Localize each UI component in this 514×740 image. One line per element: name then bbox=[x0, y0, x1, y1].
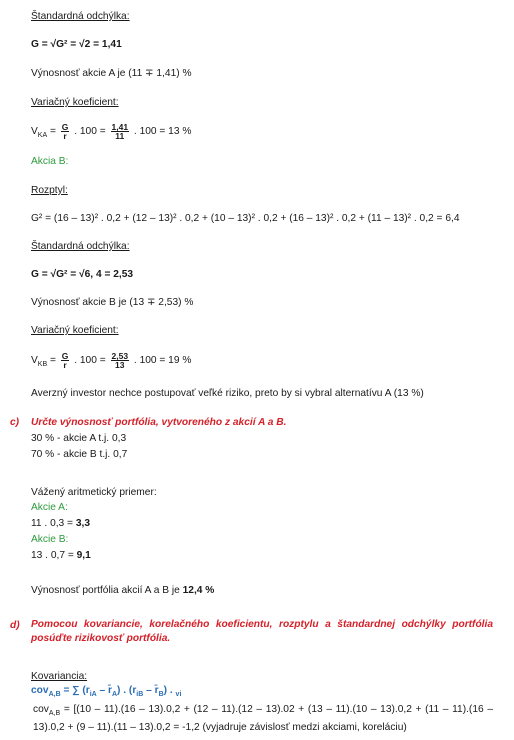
heading-akcie-b: Akcie B: bbox=[31, 534, 69, 545]
cv-a-frac1: $\frac{G}{r}$ bbox=[61, 122, 69, 141]
cv-b-v: V bbox=[31, 355, 38, 367]
covariance-definition: cov$_{A,B}$ = ∑ ($r_{iA}$ – $r̄_A$) . ($r_{iB}$ – $r̄_B$) . $_{vi}$ bbox=[31, 685, 182, 699]
cv-a-eq: = bbox=[47, 126, 59, 138]
cv-a-frac2: $\frac{1,41}{11}$ bbox=[111, 122, 129, 141]
return-a-text: Výnosnosť akcie A je (11 ∓ 1,41) % bbox=[31, 68, 192, 79]
heading-akcie-a: Akcie A: bbox=[31, 502, 68, 513]
task-c-text: Určte výnosnosť portfólia, vytvoreného z akcií A a B. bbox=[31, 417, 287, 428]
cv-a-mid: . 100 = bbox=[74, 126, 109, 138]
heading-cv-a: Variačný koeficient: bbox=[31, 97, 119, 108]
cv-a-sub: KA bbox=[37, 132, 48, 140]
cv-b-frac2: $\frac{2,53}{13}$ bbox=[111, 351, 129, 370]
heading-cv-b: Variačný koeficient: bbox=[31, 325, 119, 336]
covariance-calculation: cov$_{A,B}$ = [(10 – 11).(16 – 13).0,2 + (12 – 11).(12 – 13).02 + (13 – 11).(10 – 13).0,2 + (11 – 11).(16 – 13).0,2 + (9 – 11).(11 – 13).0,2 = -1,2 (vyjadruje závislosť medzi akciami, koreláciu) bbox=[33, 704, 493, 734]
cv-b-frac1: $\frac{G}{r}$ bbox=[61, 351, 69, 370]
weight-b-text: 70 % - akcie B t.j. 0,7 bbox=[31, 449, 128, 460]
cv-a-result: . 100 = 13 % bbox=[133, 126, 192, 138]
heading-variance-b: Rozptyl: bbox=[31, 185, 68, 196]
return-b-text: Výnosnosť akcie B je (13 ∓ 2,53) % bbox=[31, 297, 194, 308]
heading-std-dev-b: Štandardná odchýlka: bbox=[31, 241, 130, 252]
variance-b-formula: G² = (16 – 13)² . 0,2 + (12 – 13)² . 0,2 + (10 – 13)² . 0,2 + (16 – 13)² . 0,2 + (11 – 13)² . 0,2 = 6,4 bbox=[31, 213, 460, 224]
task-c-marker: c) bbox=[10, 417, 20, 428]
heading-std-dev-a: Štandardná odchýlka: bbox=[31, 11, 130, 22]
std-dev-a-formula: G = √G² = √2 = 1,41 bbox=[31, 39, 122, 50]
calc-b: 13 . 0,7 = 9,1 bbox=[31, 550, 91, 561]
cv-b-formula bbox=[31, 352, 191, 374]
cv-b-sub: KB bbox=[37, 361, 48, 369]
weighted-mean-heading: Vážený aritmetický priemer: bbox=[31, 487, 157, 498]
cv-b-mid: . 100 = bbox=[74, 355, 109, 367]
cv-a-v: V bbox=[31, 126, 38, 138]
std-dev-b-formula: G = √G² = √6, 4 = 2,53 bbox=[31, 269, 134, 280]
cv-b-result: . 100 = 19 % bbox=[133, 355, 192, 367]
heading-covariance: Kovariancia: bbox=[31, 671, 88, 682]
task-d-text: Pomocou kovariancie, korelačného koeficientu, rozptylu a štandardnej odchýlky portfólia posúďte rizikovosť portfólia. bbox=[31, 619, 493, 644]
averse-investor-text: Averzný investor nechce postupovať veľké riziko, preto by si vybral alternatívu A (13 %) bbox=[31, 388, 424, 399]
portfolio-return-text: Výnosnosť portfólia akcií A a B je 12,4 % bbox=[31, 585, 215, 596]
cv-a-formula bbox=[31, 123, 191, 145]
cv-b-eq: = bbox=[47, 355, 59, 367]
weight-a-text: 30 % - akcie A t.j. 0,3 bbox=[31, 433, 127, 444]
heading-stock-b: Akcia B: bbox=[31, 156, 69, 167]
calc-a: 11 . 0,3 = 3,3 bbox=[31, 518, 91, 529]
task-d-marker: d) bbox=[10, 620, 20, 631]
